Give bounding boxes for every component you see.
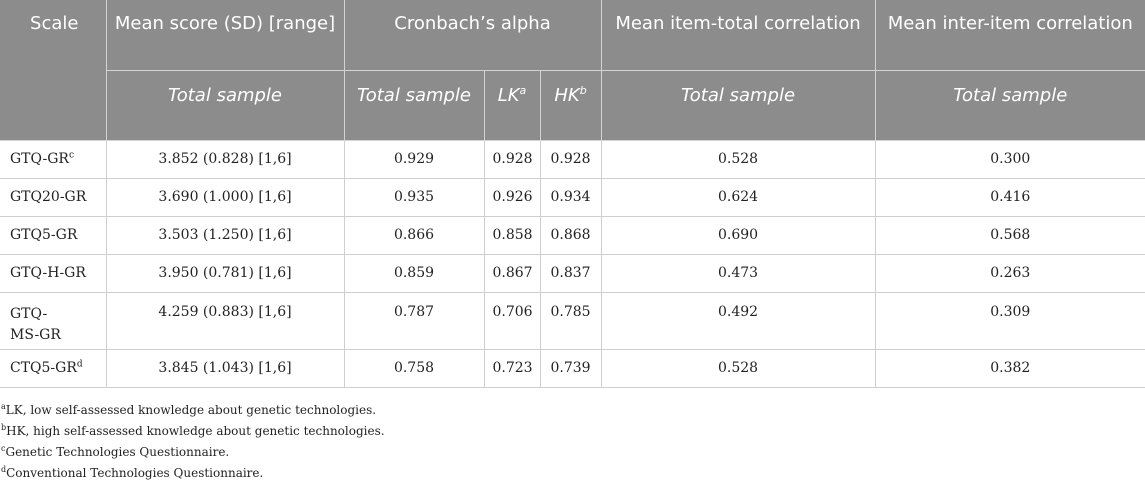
alpha-lk-cell: 0.926 [484, 178, 540, 216]
inter-item-cell: 0.382 [875, 349, 1145, 387]
footnote [0, 442, 385, 463]
scale-name-line-2: MS-GR [10, 326, 61, 343]
item-total-cell: 0.473 [601, 254, 875, 292]
alpha-total-cell: 0.758 [344, 349, 484, 387]
mean-cell: 3.852 (0.828) [1,6] [106, 140, 344, 178]
alpha-hk-cell: 0.837 [540, 254, 601, 292]
header-mean-score: Mean score (SD) [range] [106, 0, 344, 70]
table-row [0, 178, 1145, 216]
scale-name-line-1: GTQ- [10, 305, 48, 322]
alpha-total-cell: 0.787 [344, 292, 484, 349]
inter-item-cell: 0.263 [875, 254, 1145, 292]
alpha-hk-cell: 0.739 [540, 349, 601, 387]
item-total-cell: 0.528 [601, 349, 875, 387]
alpha-lk-cell: 0.706 [484, 292, 540, 349]
alpha-lk-cell: 0.867 [484, 254, 540, 292]
scale-name: GTQ-GR [10, 150, 69, 167]
table-row [0, 349, 1145, 387]
table-row [0, 140, 1145, 178]
alpha-lk-cell: 0.858 [484, 216, 540, 254]
footnote [0, 400, 385, 421]
table-row [0, 254, 1145, 292]
table-row [0, 292, 1145, 349]
hk-footnote-mark: b [579, 83, 587, 97]
table-row [0, 216, 1145, 254]
footnote [0, 463, 385, 484]
alpha-total-cell: 0.866 [344, 216, 484, 254]
header-item-total-correlation: Mean item-total correlation [601, 0, 875, 70]
inter-item-cell: 0.309 [875, 292, 1145, 349]
mean-cell: 3.503 (1.250) [1,6] [106, 216, 344, 254]
mean-cell: 4.259 (0.883) [1,6] [106, 292, 344, 349]
item-total-cell: 0.528 [601, 140, 875, 178]
header-row-1 [0, 0, 1145, 70]
scale-name: CTQ5-GR [10, 359, 77, 376]
alpha-hk-cell: 0.928 [540, 140, 601, 178]
footnote-mark: a [1, 402, 6, 411]
mean-cell: 3.845 (1.043) [1,6] [106, 349, 344, 387]
subheader-item-total-sample: Total sample [601, 70, 875, 140]
scale-cell [0, 349, 106, 387]
inter-item-cell: 0.568 [875, 216, 1145, 254]
scale-cell [0, 140, 106, 178]
scale-cell: GTQ20-GR [0, 178, 106, 216]
footnote-text: Genetic Technologies Questionnaire. [5, 445, 230, 459]
alpha-hk-cell: 0.785 [540, 292, 601, 349]
header-cronbach-alpha: Cronbach’s alpha [344, 0, 601, 70]
header-scale: Scale [0, 0, 106, 140]
lk-label: LK [497, 84, 520, 106]
subheader-inter-item-total-sample: Total sample [875, 70, 1145, 140]
scale-cell: GTQ5-GR [0, 216, 106, 254]
footnote-mark: d [1, 465, 7, 474]
subheader-alpha-hk [540, 70, 601, 140]
alpha-hk-cell: 0.868 [540, 216, 601, 254]
alpha-total-cell: 0.859 [344, 254, 484, 292]
alpha-total-cell: 0.935 [344, 178, 484, 216]
footnote-text: LK, low self-assessed knowledge about genetic technologies. [5, 403, 377, 417]
alpha-lk-cell: 0.928 [484, 140, 540, 178]
header-inter-item-correlation: Mean inter-item correlation [875, 0, 1145, 70]
alpha-hk-cell: 0.934 [540, 178, 601, 216]
footnote [0, 421, 385, 442]
subheader-alpha-total-sample: Total sample [344, 70, 484, 140]
hk-label: HK [554, 84, 580, 106]
scale-footnote-mark: d [76, 358, 83, 369]
inter-item-cell: 0.416 [875, 178, 1145, 216]
footnote-text: Conventional Technologies Questionnaire. [6, 466, 264, 480]
footnote-text: HK, high self-assessed knowledge about genetic technologies. [6, 424, 385, 438]
inter-item-cell: 0.300 [875, 140, 1145, 178]
subheader-mean-total-sample: Total sample [106, 70, 344, 140]
scale-cell: GTQ-H-GR [0, 254, 106, 292]
footnote-mark: b [1, 423, 7, 432]
lk-footnote-mark: a [519, 83, 527, 97]
header-row-2 [0, 70, 1145, 140]
footnotes [0, 400, 385, 484]
item-total-cell: 0.690 [601, 216, 875, 254]
alpha-total-cell: 0.929 [344, 140, 484, 178]
subheader-alpha-lk [484, 70, 540, 140]
scale-footnote-mark: c [68, 149, 75, 160]
scale-cell [0, 292, 106, 349]
mean-cell: 3.690 (1.000) [1,6] [106, 178, 344, 216]
item-total-cell: 0.624 [601, 178, 875, 216]
mean-cell: 3.950 (0.781) [1,6] [106, 254, 344, 292]
alpha-lk-cell: 0.723 [484, 349, 540, 387]
footnote-mark: c [1, 444, 6, 453]
item-total-cell: 0.492 [601, 292, 875, 349]
